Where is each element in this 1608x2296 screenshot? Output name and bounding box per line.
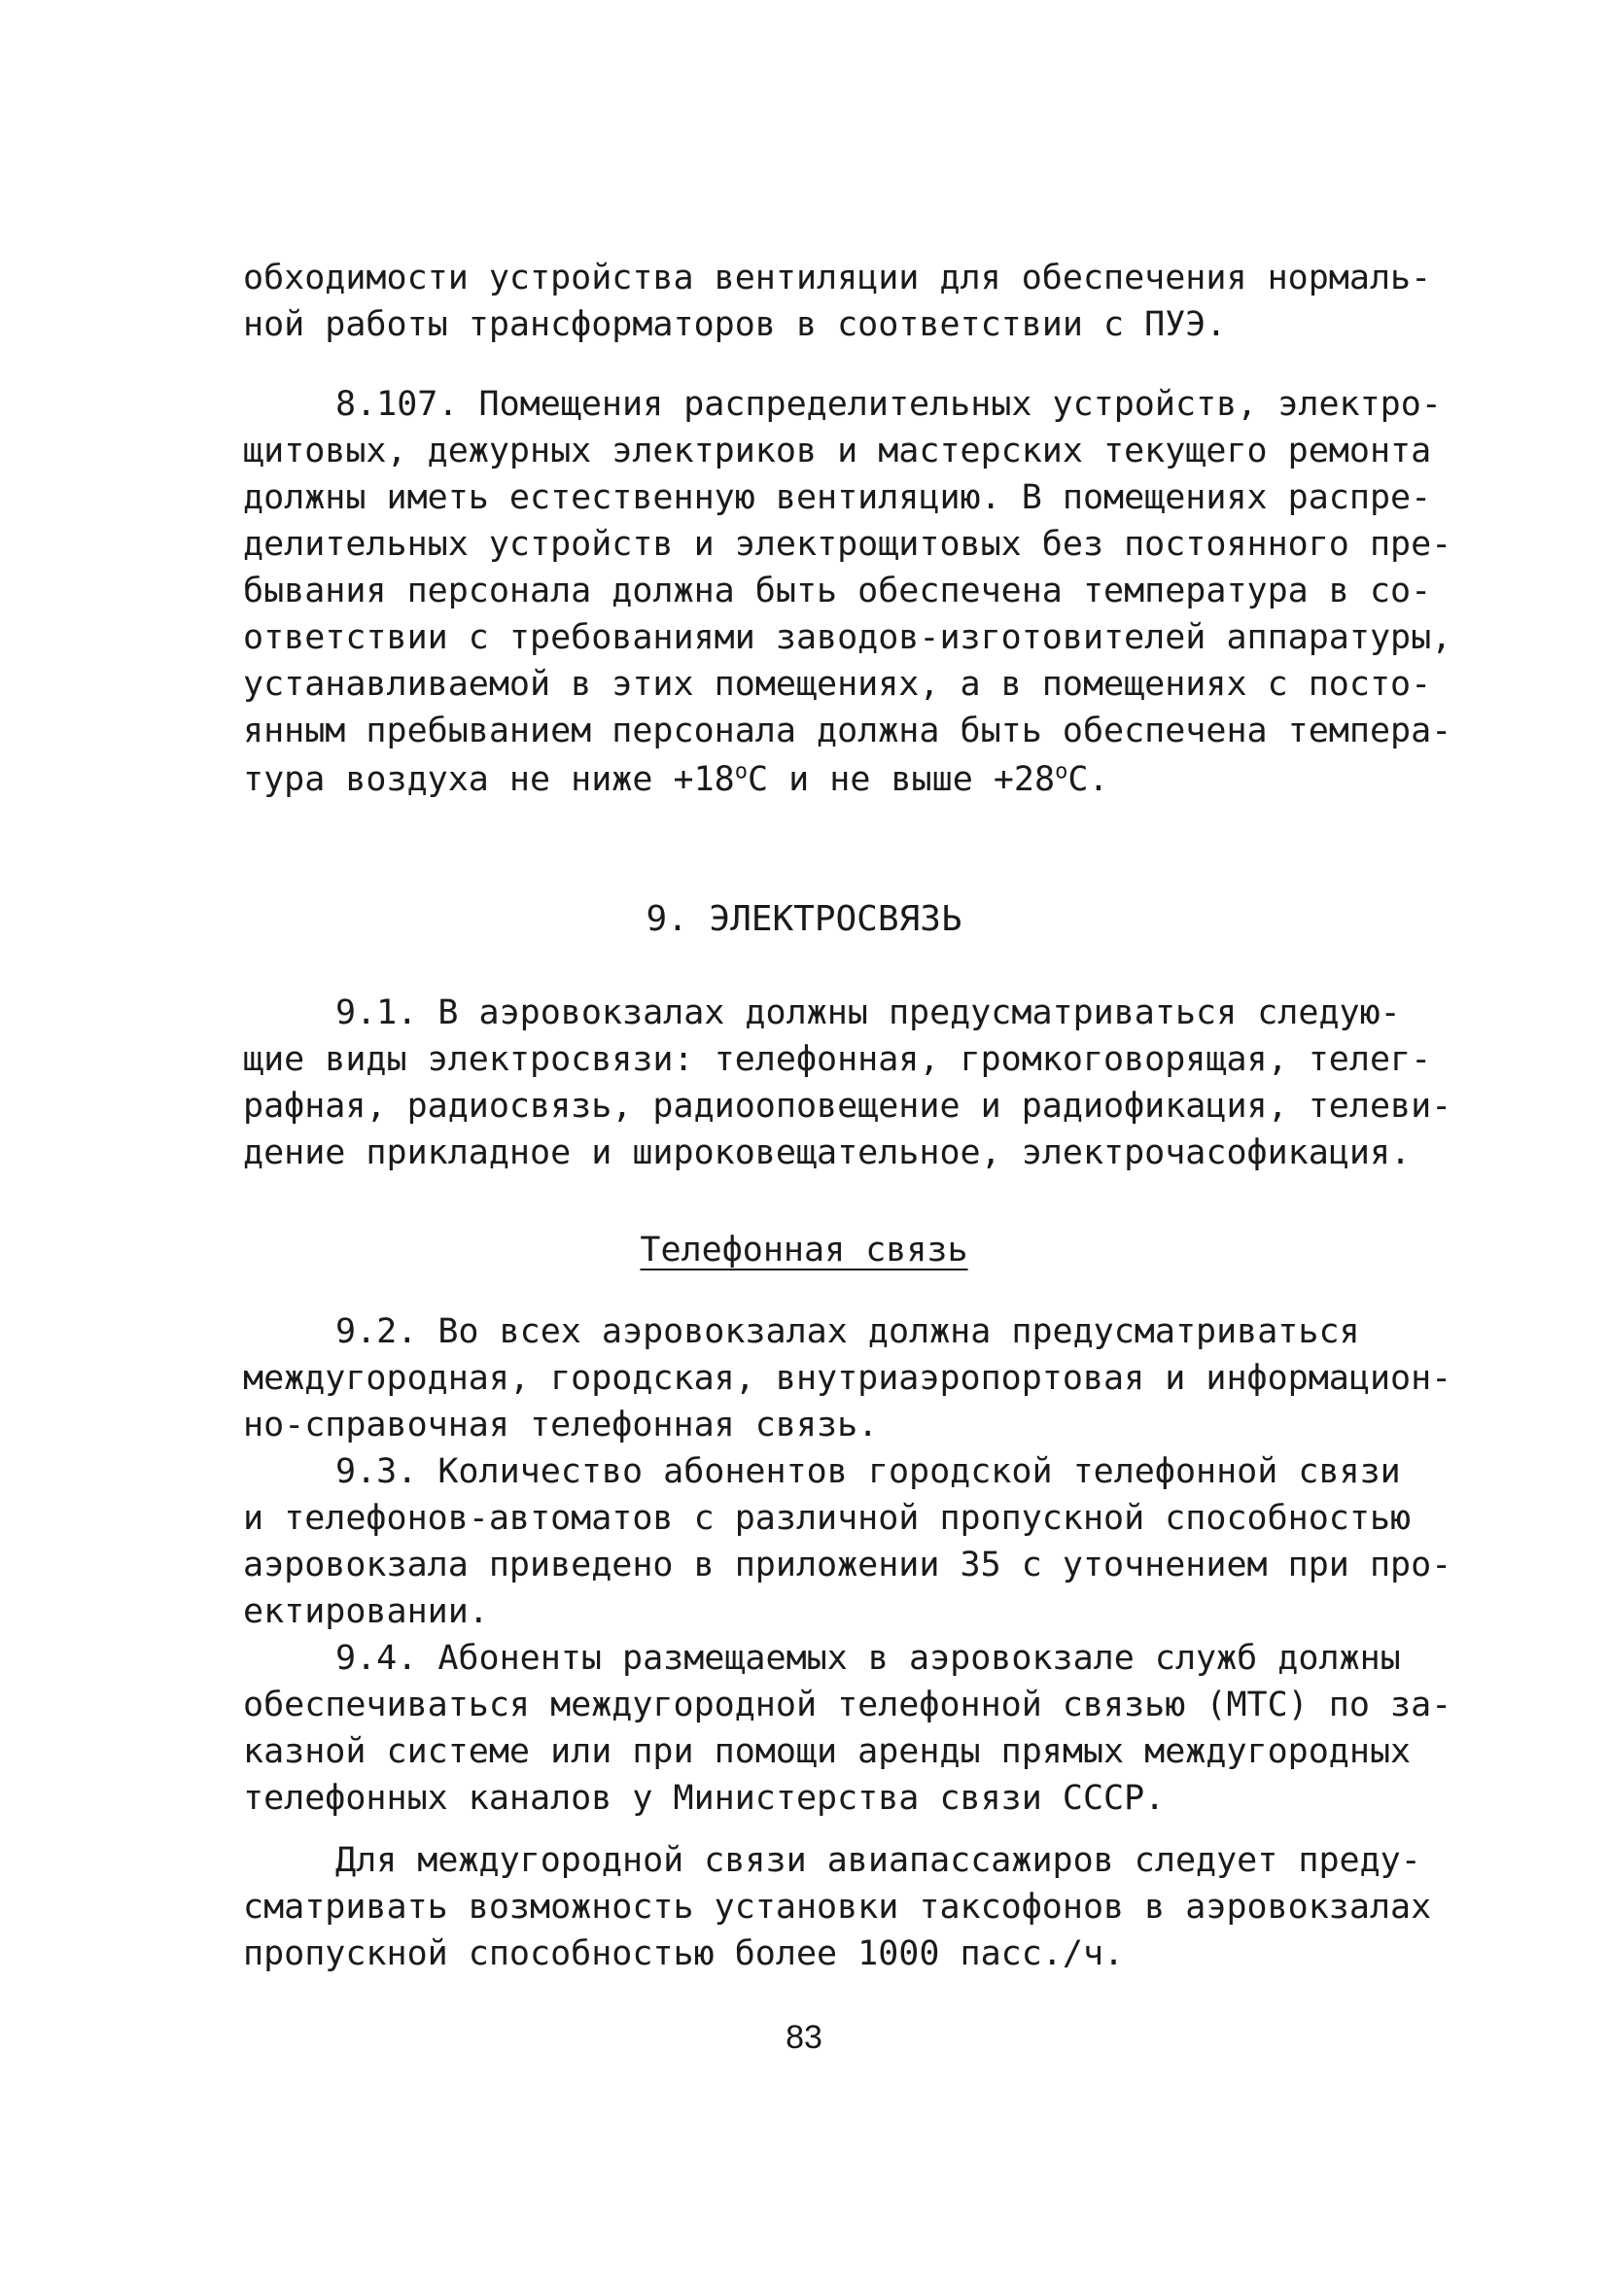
paragraph-8-107-line: 8.107. Помещения распределительных устройств, электро- (335, 385, 1442, 424)
degree-sign: о (734, 759, 748, 784)
paragraph-9-4-line: 9.4. Абоненты размещаемых в аэровокзале служб должны (335, 1639, 1401, 1678)
paragraph-8-107-line: щитовых, дежурных электриков и мастерских текущего ремонта (243, 432, 1432, 470)
paragraph-9-3-line: аэровокзала приведено в приложении 35 с уточнением при про- (243, 1546, 1452, 1584)
temperature-text-part: С и не выше +28 (747, 760, 1056, 799)
page-number: 83 (786, 2019, 822, 2056)
paragraph-8-107-last-line (243, 756, 1108, 803)
paragraph-9-3-line: 9.3. Количество абонентов городской телефонной связи (335, 1452, 1401, 1491)
paragraph-long-distance-line: Для междугородной связи авиапассажиров следует преду- (335, 1841, 1421, 1880)
paragraph-9-3-line: и телефонов-автоматов с различной пропускной способностью (243, 1499, 1412, 1538)
section-9-heading: 9. ЭЛЕКТРОСВЯЗЬ (646, 899, 962, 939)
paragraph-9-4-line: телефонных каналов у Министерства связи СССР. (243, 1779, 1166, 1818)
paragraph-8-107-line: устанавливаемой в этих помещениях, а в помещениях с посто- (243, 665, 1432, 704)
paragraph-8-107-line: янным пребыванием персонала должна быть обеспечена темпера- (243, 712, 1452, 750)
temperature-text-part: тура воздуха не ниже +18 (243, 760, 735, 799)
subsection-telephone-heading: Телефонная связь (640, 1231, 968, 1270)
paragraph-9-2-line: междугородная, городская, внутриаэропортовая и информацион- (243, 1359, 1452, 1398)
paragraph-9-4-line: обеспечиваться междугородной телефонной связью (МТС) по за- (243, 1686, 1452, 1724)
paragraph-9-1-line: дение прикладное и широковещательное, электрочасофикация. (243, 1133, 1412, 1172)
paragraph-8-107-line: должны иметь естественную вентиляцию. В помещениях распре- (243, 478, 1432, 517)
degree-sign: о (1055, 759, 1068, 784)
temperature-text-part: С. (1067, 760, 1109, 799)
paragraph-8-107-line: бывания персонала должна быть обеспечена температура в со- (243, 572, 1432, 610)
paragraph-9-2-line: но-справочная телефонная связь. (243, 1406, 879, 1444)
paragraph-8-107-line: делительных устройств и электрощитовых без постоянного пре- (243, 525, 1452, 564)
paragraph-9-4-line: казной системе или при помощи аренды прямых междугородных (243, 1732, 1412, 1771)
paragraph-9-3-line: ектировании. (243, 1592, 489, 1631)
paragraph-9-2-line: 9.2. Во всех аэровокзалах должна предусматриваться (335, 1312, 1360, 1351)
paragraph-continued-line: ной работы трансформаторов в соответствии с ПУЭ. (243, 305, 1227, 344)
paragraph-9-1-line: щие виды электросвязи: телефонная, громкоговорящая, телег- (243, 1040, 1432, 1079)
paragraph-9-1-line: 9.1. В аэровокзалах должны предусматриваться следую- (335, 993, 1401, 1032)
paragraph-9-1-line: рафная, радиосвязь, радиооповещение и радиофикация, телеви- (243, 1087, 1452, 1126)
paragraph-long-distance-line: сматривать возможность установки таксофонов в аэровокзалах (243, 1888, 1432, 1927)
paragraph-continued-line: обходимости устройства вентиляции для обеспечения нормаль- (243, 259, 1432, 297)
paragraph-8-107-line: ответствии с требованиями заводов-изготовителей аппаратуры, (243, 618, 1452, 657)
paragraph-long-distance-line: пропускной способностью более 1000 пасс./ч. (243, 1934, 1125, 1973)
